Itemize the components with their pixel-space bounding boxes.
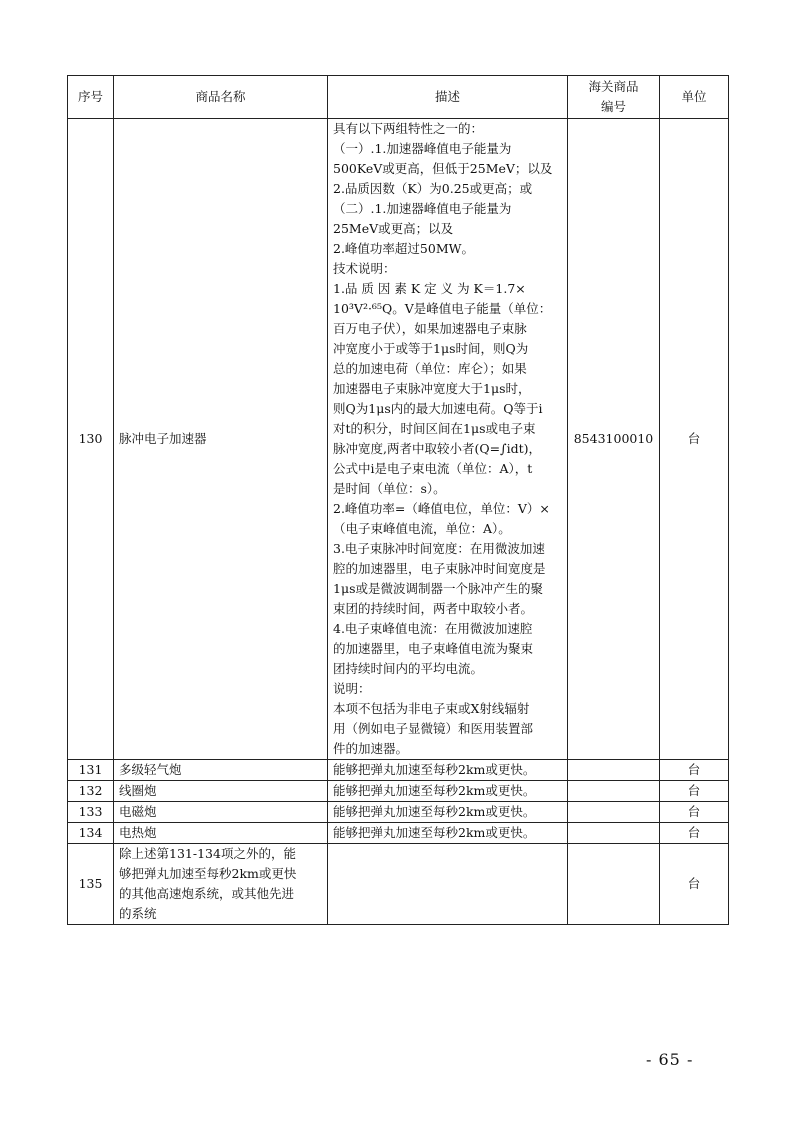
row-unit: 台	[660, 760, 729, 781]
row-unit: 台	[660, 823, 729, 844]
table-row	[68, 823, 729, 844]
desc-line: 1μs或是微波调制器一个脉冲产生的聚	[333, 581, 543, 596]
name-line: 够把弹丸加速至每秒2km或更快	[119, 866, 297, 881]
row-product-name: 多级轻气炮	[114, 760, 328, 781]
table-row	[68, 844, 729, 925]
row-customs-code	[568, 781, 660, 802]
row-serial-number: 130	[68, 119, 114, 760]
desc-line: 说明：	[333, 681, 371, 696]
desc-line: （电子束峰值电流，单位：A）。	[333, 521, 511, 536]
row-description: 能够把弹丸加速至每秒2km或更快。	[328, 823, 568, 844]
name-line: 的系统	[119, 906, 157, 921]
desc-line: 是时间（单位：s）。	[333, 481, 446, 496]
row-serial-number: 133	[68, 802, 114, 823]
desc-line: 25MeV或更高；以及	[333, 221, 454, 236]
row-unit: 台	[660, 119, 729, 760]
desc-line: 的加速器里，电子束峰值电流为聚束	[333, 641, 534, 656]
row-description: 能够把弹丸加速至每秒2km或更快。	[328, 802, 568, 823]
desc-line: 10³V²·⁶⁵Q。V是峰值电子能量（单位：	[333, 301, 552, 316]
row-product-name	[114, 844, 328, 925]
table-row	[68, 802, 729, 823]
desc-line: 用（例如电子显微镜）和医用装置部	[333, 721, 534, 736]
desc-line: 脉冲宽度,两者中取较小者(Q=∫idt)，	[333, 441, 541, 456]
desc-line: 3.电子束脉冲时间宽度：在用微波加速	[333, 541, 545, 556]
header-customs-code-line1: 海关商品	[588, 79, 639, 94]
row-product-name: 线圈炮	[114, 781, 328, 802]
header-customs-code-line2: 编号	[600, 99, 626, 114]
desc-line: （二）.1.加速器峰值电子能量为	[333, 201, 512, 216]
goods-table	[67, 75, 729, 925]
header-product-name: 商品名称	[114, 76, 328, 119]
desc-line: 加速器电子束脉冲宽度大于1μs时，	[333, 381, 531, 396]
row-customs-code	[568, 844, 660, 925]
row-serial-number: 134	[68, 823, 114, 844]
desc-line: 束团的持续时间，两者中取较小者。	[333, 601, 534, 616]
desc-line: 对t的积分，时间区间在1μs或电子束	[333, 421, 536, 436]
name-line: 除上述第131-134项之外的，能	[119, 846, 296, 861]
desc-line: 具有以下两组特性之一的：	[333, 121, 484, 136]
row-customs-code	[568, 823, 660, 844]
row-unit: 台	[660, 781, 729, 802]
desc-line: 冲宽度小于或等于1μs时间，则Q为	[333, 341, 529, 356]
desc-line: 2.品质因数（K）为0.25或更高；或	[333, 181, 533, 196]
row-serial-number: 131	[68, 760, 114, 781]
desc-line: 2.峰值功率超过50MW。	[333, 241, 474, 256]
desc-line: （一）.1.加速器峰值电子能量为	[333, 141, 512, 156]
table-row	[68, 119, 729, 760]
row-description: 能够把弹丸加速至每秒2km或更快。	[328, 760, 568, 781]
desc-line: 团持续时间内的平均电流。	[333, 661, 484, 676]
desc-line: 1.品 质 因 素 K 定 义 为 K＝1.7×	[333, 281, 526, 296]
header-customs-code	[568, 76, 660, 119]
row-customs-code	[568, 802, 660, 823]
table-row	[68, 781, 729, 802]
desc-line: 腔的加速器里，电子束脉冲时间宽度是	[333, 561, 546, 576]
header-serial-number: 序号	[68, 76, 114, 119]
table-row	[68, 760, 729, 781]
desc-line: 百万电子伏），如果加速器电子束脉	[333, 321, 527, 336]
row-customs-code: 8543100010	[568, 119, 660, 760]
desc-line: 总的加速电荷（单位：库仑）；如果	[333, 361, 527, 376]
row-product-name: 脉冲电子加速器	[114, 119, 328, 760]
header-description: 描述	[328, 76, 568, 119]
desc-line: 500KeV或更高，但低于25MeV；以及	[333, 161, 553, 176]
table-header-row	[68, 76, 729, 119]
row-product-name: 电磁炮	[114, 802, 328, 823]
row-customs-code	[568, 760, 660, 781]
page-number: - 65 -	[646, 1050, 694, 1069]
name-line: 的其他高速炮系统，或其他先进	[119, 886, 295, 901]
desc-line: 本项不包括为非电子束或X射线辐射	[333, 701, 530, 716]
row-unit: 台	[660, 844, 729, 925]
row-serial-number: 132	[68, 781, 114, 802]
desc-line: 则Q为1μs内的最大加速电荷。Q等于i	[333, 401, 543, 416]
row-description	[328, 844, 568, 925]
row-unit: 台	[660, 802, 729, 823]
desc-line: 公式中i是电子束电流（单位：A），t	[333, 461, 533, 476]
row-product-name: 电热炮	[114, 823, 328, 844]
row-serial-number: 135	[68, 844, 114, 925]
header-unit: 单位	[660, 76, 729, 119]
row-description: 能够把弹丸加速至每秒2km或更快。	[328, 781, 568, 802]
row-description	[328, 119, 568, 760]
desc-line: 4.电子束峰值电流：在用微波加速腔	[333, 621, 533, 636]
desc-line: 技术说明：	[333, 261, 396, 276]
desc-line: 件的加速器。	[333, 741, 409, 756]
desc-line: 2.峰值功率=（峰值电位，单位：V）×	[333, 501, 550, 516]
